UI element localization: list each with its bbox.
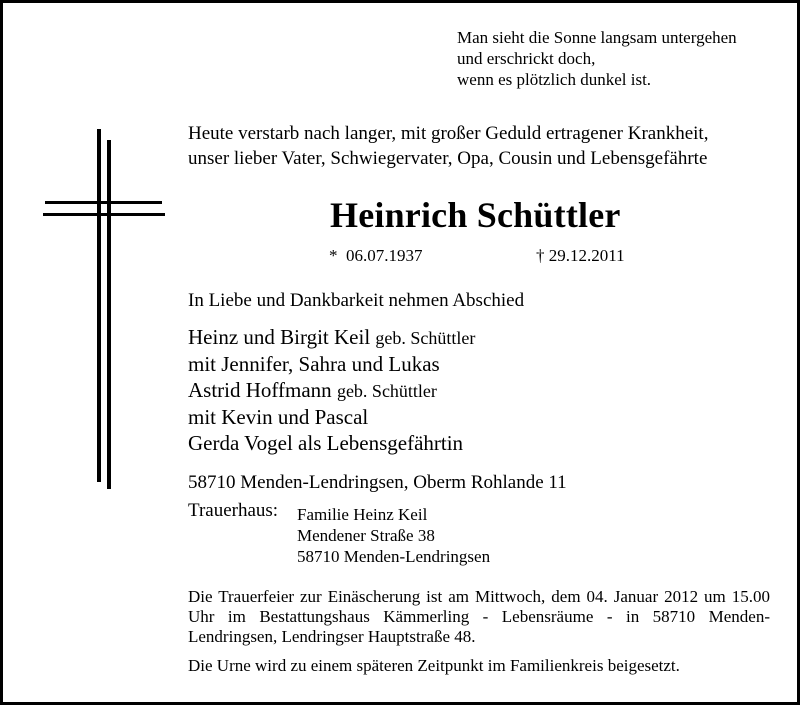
- trauerhaus-line: Mendener Straße 38: [297, 526, 435, 545]
- mourner-name: Heinz und Birgit Keil: [188, 325, 371, 349]
- intro-line: Heute verstarb nach langer, mit großer Geduld ertragener Krankheit,: [188, 123, 709, 144]
- urn-info: Die Urne wird zu einem späteren Zeitpunkt im Familienkreis beigesetzt.: [188, 656, 680, 675]
- farewell-text: In Liebe und Dankbarkeit nehmen Abschied: [188, 290, 525, 311]
- trauerhaus-label: Trauerhaus:: [188, 500, 279, 521]
- deceased-name: Heinrich Schüttler: [330, 195, 621, 235]
- intro-line: unser lieber Vater, Schwiegervater, Opa, Cousin und Lebensgefährte: [188, 148, 708, 169]
- mourner-name: Astrid Hoffmann: [188, 378, 332, 402]
- mourner-name: Gerda Vogel als Lebensgefährtin: [188, 431, 464, 455]
- mourner-name: mit Kevin und Pascal: [188, 405, 369, 429]
- motto-quote: [457, 27, 737, 90]
- motto-line: und erschrickt doch,: [457, 49, 596, 68]
- trauerhaus-line: Familie Heinz Keil: [297, 505, 428, 524]
- cross-horizontal-bar: [43, 213, 165, 216]
- cross-icon: [43, 129, 165, 489]
- mourner-entry: [188, 377, 475, 404]
- maiden-name: geb. Schüttler: [375, 328, 476, 348]
- death-dagger-icon: †: [536, 246, 545, 265]
- mourner-entry: [188, 351, 475, 377]
- mourner-name: mit Jennifer, Sahra und Lukas: [188, 352, 440, 376]
- motto-line: wenn es plötzlich dunkel ist.: [457, 70, 652, 89]
- cross-horizontal-bar: [45, 201, 162, 204]
- mourners-list: [188, 324, 475, 456]
- mourner-entry: [188, 324, 475, 351]
- maiden-name: geb. Schüttler: [336, 381, 437, 401]
- birth-date: [329, 246, 423, 266]
- family-address: 58710 Menden-Lendringsen, Oberm Rohlande 11: [188, 472, 567, 493]
- mourner-entry: [188, 430, 475, 456]
- mourner-entry: [188, 404, 475, 430]
- intro-text: [188, 121, 708, 171]
- motto-line: Man sieht die Sonne langsam untergehen: [457, 28, 737, 47]
- service-info: Die Trauerfeier zur Einäscherung ist am Mittwoch, dem 04. Januar 2012 um 15.00 Uhr im Bestattungshaus Kämmerling - Lebensräume - in 58710 Menden-Lendringsen, Lendringser Hauptstraße 48.: [188, 587, 770, 646]
- death-date: [536, 246, 625, 266]
- trauerhaus-address: [297, 504, 490, 567]
- cross-vertical-bar: [107, 140, 111, 489]
- birth-date-value: 06.07.1937: [346, 246, 423, 265]
- cross-vertical-bar: [97, 129, 101, 482]
- death-date-value: 29.12.2011: [548, 246, 625, 265]
- trauerhaus-line: 58710 Menden-Lendringsen: [297, 547, 491, 566]
- birth-star-icon: *: [329, 246, 338, 265]
